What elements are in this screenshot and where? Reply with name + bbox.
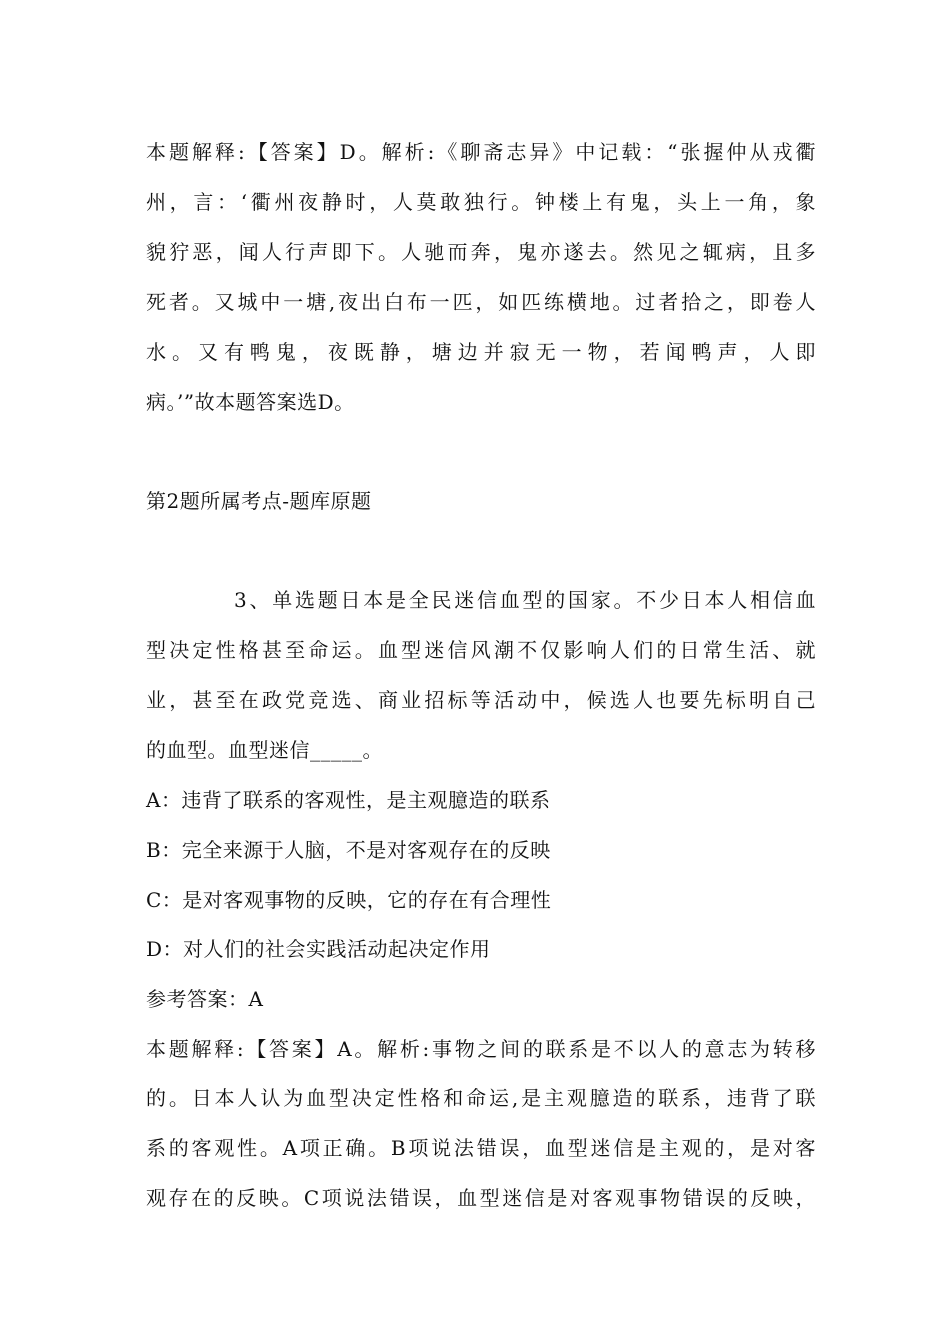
explanation-line: 本题解释:【答案】A。解析:事物之间的联系是不以人的意志为转移: [146, 1037, 816, 1061]
option-d: D：对人们的社会实践活动起决定作用: [146, 937, 491, 961]
option-c: C：是对客观事物的反映，它的存在有合理性: [146, 888, 552, 912]
explanation-prev-line: 病。’”故本题答案选D。: [146, 390, 355, 414]
explanation-line: 观存在的反映。C项说法错误，血型迷信是对客观事物错误的反映，: [146, 1186, 816, 1210]
explanation-line: 的。日本人认为血型决定性格和命运,是主观臆造的联系，违背了联: [146, 1086, 816, 1110]
explanation-prev-line: 死者。又城中一塘,夜出白布一匹，如匹练横地。过者拾之，即卷人: [146, 290, 816, 314]
option-a: A：违背了联系的客观性，是主观臆造的联系: [146, 788, 551, 812]
explanation-line: 系的客观性。A项正确。B项说法错误，血型迷信是主观的，是对客: [146, 1136, 816, 1160]
reference-answer: 参考答案：A: [146, 987, 264, 1011]
section-note: 第2题所属考点-题库原题: [146, 489, 372, 513]
explanation-prev-line: 水。又有鸭鬼，夜既静，塘边并寂无一物，若闻鸭声，人即: [146, 340, 816, 364]
question-line: 业，甚至在政党竞选、商业招标等活动中，候选人也要先标明自己: [146, 688, 816, 712]
question-line: 3、单选题日本是全民迷信血型的国家。不少日本人相信血: [234, 588, 816, 612]
explanation-prev-line: 州，言：‘衢州夜静时，人莫敢独行。钟楼上有鬼，头上一角，象: [146, 190, 816, 214]
question-line: 型决定性格甚至命运。血型迷信风潮不仅影响人们的日常生活、就: [146, 638, 816, 662]
explanation-prev-line: 本题解释:【答案】D。解析:《聊斋志异》中记载：“张握仲从戎衢: [146, 140, 816, 164]
question-line: 的血型。血型迷信_____。: [146, 738, 383, 762]
explanation-prev-line: 貌狞恶，闻人行声即下。人驰而奔，鬼亦遂去。然见之辄病，且多: [146, 240, 816, 264]
option-b: B：完全来源于人脑，不是对客观存在的反映: [146, 838, 551, 862]
